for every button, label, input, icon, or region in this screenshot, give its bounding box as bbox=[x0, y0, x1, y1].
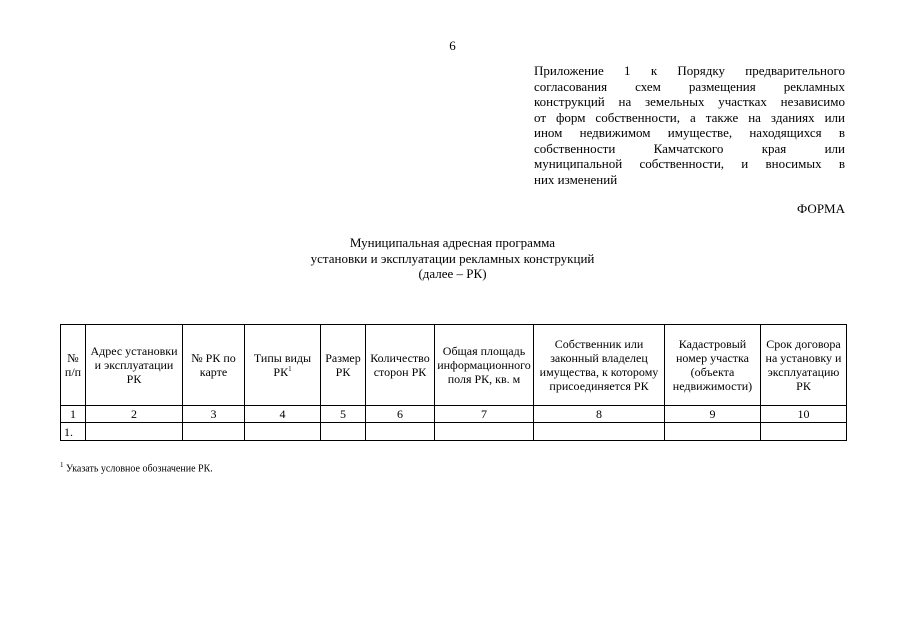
header-cell: Кадастровый номер участка (объекта недвижимости) bbox=[665, 325, 761, 406]
appendix-text bbox=[534, 63, 845, 187]
column-number-cell: 4 bbox=[245, 406, 321, 423]
column-number-cell: 5 bbox=[321, 406, 366, 423]
table-cell bbox=[435, 423, 534, 441]
table-cell bbox=[761, 423, 847, 441]
column-number-cell: 7 bbox=[435, 406, 534, 423]
column-number-cell: 8 bbox=[534, 406, 665, 423]
table-cell bbox=[183, 423, 245, 441]
header-cell: Срок договора на установку и эксплуатацию РК bbox=[761, 325, 847, 406]
footnote-marker: 1 bbox=[288, 365, 292, 373]
header-cell bbox=[245, 325, 321, 406]
title-line: установки и эксплуатации рекламных конструкций bbox=[310, 250, 595, 266]
appendix-line: Приложение 1 к Порядку предварительного bbox=[534, 63, 845, 78]
table-cell bbox=[534, 423, 665, 441]
page-number: 6 bbox=[449, 38, 456, 53]
appendix-line: согласования схем размещения рекламных bbox=[534, 78, 845, 94]
table-cell bbox=[321, 423, 366, 441]
header-cell: Общая площадь информационного поля РК, кв. м bbox=[435, 325, 534, 406]
table-row bbox=[61, 423, 847, 441]
table-cell bbox=[245, 423, 321, 441]
table-header-row bbox=[61, 325, 847, 406]
column-number-cell: 1 bbox=[61, 406, 86, 423]
title-line: Муниципальная адресная программа bbox=[349, 235, 556, 250]
table-cell bbox=[366, 423, 435, 441]
column-number-cell: 10 bbox=[761, 406, 847, 423]
header-cell: Собственник или законный владелец имущества, к которому присоединяется РК bbox=[534, 325, 665, 406]
header-cell: № п/п bbox=[61, 325, 86, 406]
appendix-line: от форм собственности, а также на зданиях или bbox=[534, 109, 845, 125]
footnote-text: Указать условное обозначение РК. bbox=[66, 463, 213, 475]
title-line: (далее – РК) bbox=[418, 266, 487, 281]
appendix-line: ином недвижимом имуществе, находящихся в bbox=[534, 125, 845, 140]
column-number-cell: 6 bbox=[366, 406, 435, 423]
table-cell: 1. bbox=[61, 423, 86, 441]
column-number-cell: 9 bbox=[665, 406, 761, 423]
header-cell: Размер РК bbox=[321, 325, 366, 406]
program-table bbox=[60, 324, 847, 441]
appendix-line: конструкций на земельных участках независимо bbox=[534, 94, 845, 109]
appendix-line: муниципальной собственности, и вносимых в bbox=[534, 156, 845, 171]
appendix-line: них изменений bbox=[534, 171, 618, 187]
footnote-marker: 1 bbox=[60, 461, 64, 469]
column-number-cell: 2 bbox=[86, 406, 183, 423]
header-cell: Количество сторон РК bbox=[366, 325, 435, 406]
table-cell bbox=[86, 423, 183, 441]
document-title bbox=[0, 235, 905, 282]
appendix-line: собственности Камчатского края или bbox=[534, 140, 845, 156]
header-cell: Адрес установки и эксплуатации РК bbox=[86, 325, 183, 406]
header-cell-text: Типы виды РК bbox=[253, 351, 312, 379]
column-number-row bbox=[61, 406, 847, 423]
forma-label: ФОРМА bbox=[797, 201, 845, 216]
footnote bbox=[60, 461, 213, 474]
table-cell bbox=[665, 423, 761, 441]
column-number-cell: 3 bbox=[183, 406, 245, 423]
header-cell: № РК по карте bbox=[183, 325, 245, 406]
